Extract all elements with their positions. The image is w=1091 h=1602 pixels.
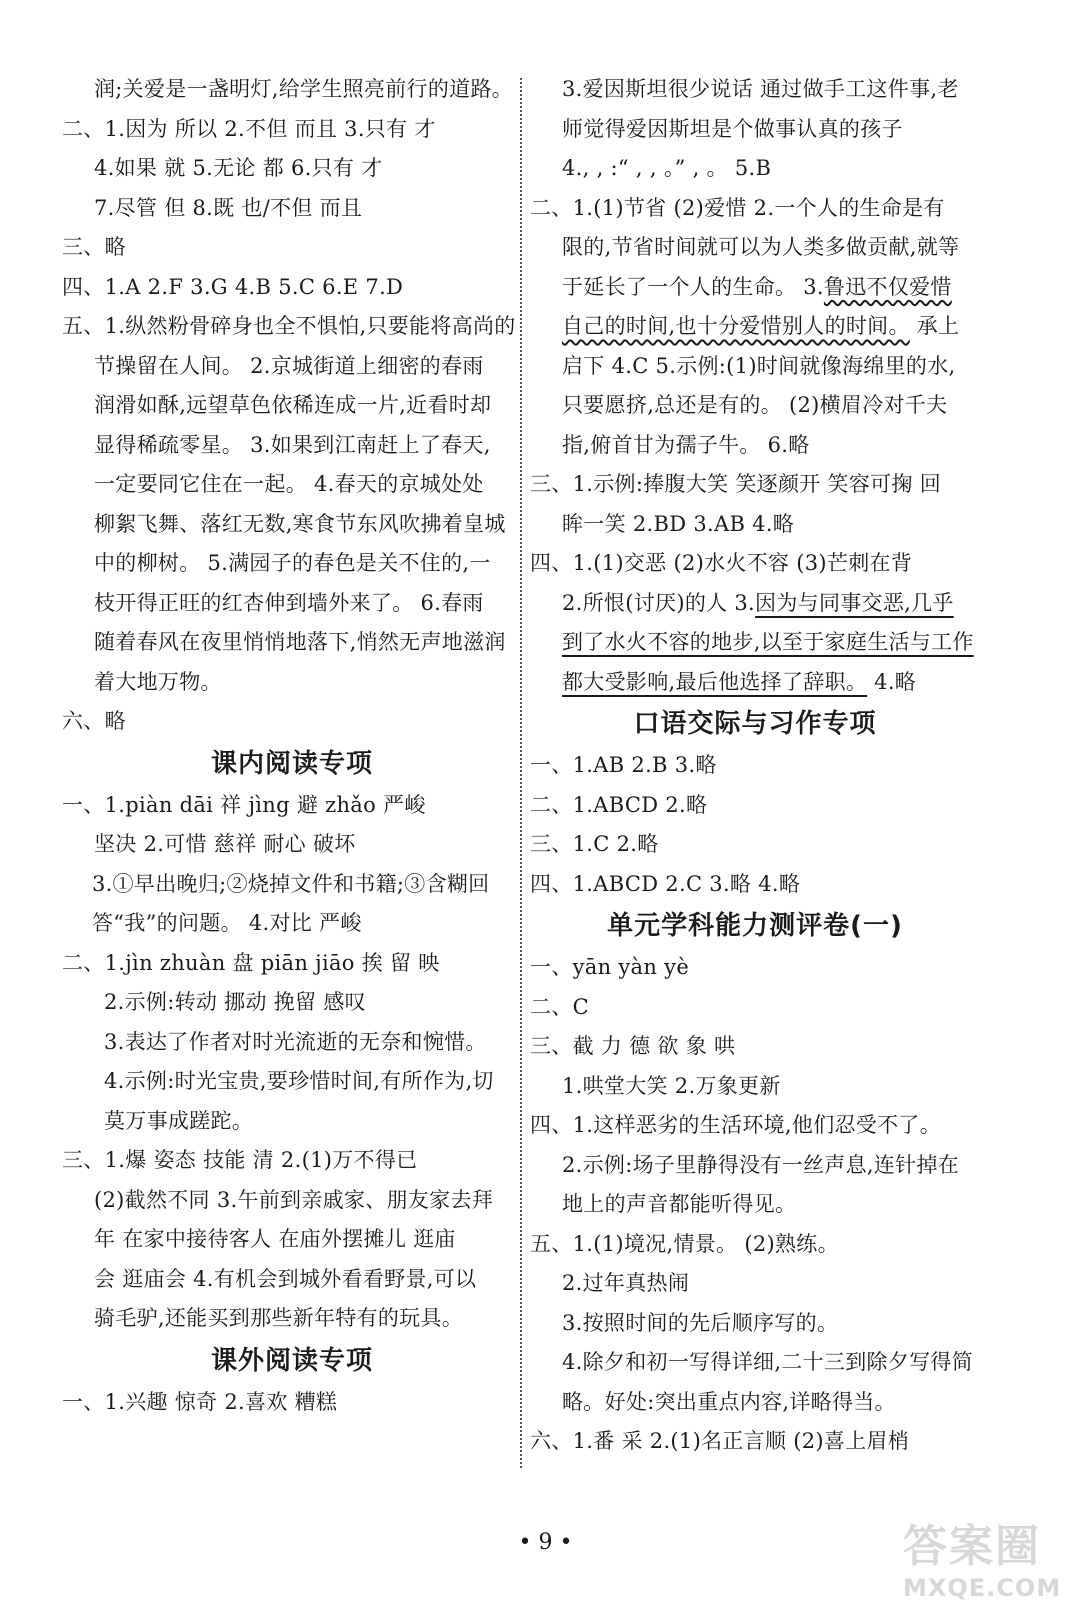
watermark-site-text: MXQE.COM: [903, 1574, 1062, 1602]
answer-line: 六、1.番 采 2.(1)名正言顺 (2)喜上眉梢: [530, 1429, 910, 1453]
answer-line: 启下 4.C 5.示例:(1)时间就像海绵里的水,: [562, 353, 956, 378]
answer-line: 着大地万物。: [94, 669, 222, 694]
answer-line: 枝开得正旺的红杏伸到墙外来了。 6.春雨: [94, 590, 484, 615]
answer-text: 承上: [909, 314, 960, 338]
answer-line: 五、1.(1)境况,情景。 (2)熟练。: [530, 1231, 839, 1256]
underlined-text: 都大受影响,最后他选择了辞职。: [562, 669, 868, 694]
answer-line: 莫万事成蹉跎。: [104, 1108, 254, 1133]
answer-line: 2.示例:场子里静得没有一丝声息,连针掉在: [562, 1152, 960, 1177]
watermark-logo: [903, 1510, 1073, 1602]
answer-line: 三、截 力 德 欲 象 哄: [530, 1034, 736, 1058]
answer-line: 3.爱因斯坦很少说话 通过做手工这件事,老: [562, 77, 959, 101]
wavy-underlined-text: 鲁迅不仅爱惜: [823, 274, 952, 299]
answer-line: 1.哄堂大笑 2.万象更新: [562, 1073, 781, 1098]
answer-line: 坚决 2.可惜 慈祥 耐心 破坏: [94, 832, 356, 856]
answer-line: 3.①早出晚归;②烧掉文件和书籍;③含糊回: [92, 871, 490, 896]
answer-line: 眸一笑 2.BD 3.AB 4.略: [562, 511, 795, 536]
answer-line: 2.过年真热闹: [562, 1271, 690, 1295]
answer-line: [530, 663, 980, 703]
answer-text: 2.所恨(讨厌)的人 3.: [562, 590, 756, 615]
answer-line: 中的柳树。 5.满园子的春色是关不住的,一: [94, 551, 491, 575]
answer-line: 四、1.这样恶劣的生活环境,他们忍受不了。: [530, 1113, 942, 1137]
answer-line: 六、略: [62, 709, 126, 733]
answer-line: 一、1.piàn dāi 祥 jìng 避 zhǎo 严峻: [62, 792, 426, 817]
answer-line: [530, 307, 980, 347]
answer-line: 略。好处:突出重点内容,详略得当。: [562, 1389, 896, 1414]
answer-line: 显得稀疏零星。 3.如果到江南赶上了春天,: [94, 432, 491, 457]
answer-line: [530, 623, 980, 663]
answer-line: 一定要同它住在一起。 4.春天的京城处处: [94, 472, 484, 496]
answer-text: 4.略: [867, 669, 917, 694]
answer-line: 师觉得爱因斯坦是个做事认真的孩子: [562, 116, 903, 141]
answer-line: 7.尽管 但 8.既 也/不但 而且: [94, 195, 363, 220]
right-column: [530, 70, 980, 1462]
answer-line: 4., , :“ , , 。” , 。 5.B: [562, 156, 772, 180]
answer-line: 节操留在人间。 2.京城街道上细密的春雨: [94, 353, 484, 378]
answer-line: [530, 268, 980, 308]
answer-line: 四、1.(1)交恶 (2)水火不容 (3)芒刺在背: [530, 551, 913, 575]
answer-line: 二、1.jìn zhuàn 盘 piān jiāo 挨 留 映: [62, 950, 440, 975]
answer-line: 只要愿挤,总还是有的。 (2)横眉冷对千夫: [562, 393, 948, 417]
answer-line: 二、1.因为 所以 2.不但 而且 3.只有 才: [62, 116, 436, 141]
answer-line: 三、1.示例:捧腹大笑 笑逐颜开 笑容可掬 回: [530, 472, 942, 496]
left-column: [62, 70, 522, 1422]
answer-line: 四、1.ABCD 2.C 3.略 4.略: [530, 871, 801, 896]
answer-line: 年 在家中接待客人 在庙外摆摊儿 逛庙: [94, 1227, 456, 1251]
answer-line: 四、1.A 2.F 3.G 4.B 5.C 6.E 7.D: [62, 274, 404, 299]
answer-line: 二、1.ABCD 2.略: [530, 792, 708, 817]
answer-line: 4.如果 就 5.无论 都 6.只有 才: [94, 156, 383, 180]
watermark-logo-text: 答案圈: [903, 1521, 1041, 1572]
answer-line: 五、1.纵然粉骨碎身也全不惧怕,只要能将高尚的: [62, 314, 516, 338]
answer-line: 随着春风在夜里悄悄地落下,悄然无声地滋润: [94, 630, 506, 654]
section-heading: 课内阅读专项: [210, 748, 373, 779]
answer-line: 一、yān yàn yè: [530, 955, 690, 979]
answer-line: 柳絮飞舞、落红无数,寒食节东风吹拂着皇城: [94, 511, 506, 536]
answer-line: 三、1.爆 姿态 技能 清 2.(1)万不得已: [62, 1148, 418, 1172]
answer-line: 地上的声音都能听得见。: [562, 1192, 797, 1216]
underlined-text: 因为与同事交恶,几乎: [755, 590, 954, 615]
answer-line: 一、1.兴趣 惊奇 2.喜欢 糟糕: [62, 1389, 338, 1414]
section-heading: 单元学科能力测评卷(一): [607, 911, 903, 941]
answer-line: 三、1.C 2.略: [530, 832, 659, 856]
answer-line: 一、1.AB 2.B 3.略: [530, 753, 717, 777]
answer-line: 骑毛驴,还能买到那些新年特有的玩具。: [94, 1306, 464, 1330]
answer-line: 二、C: [530, 994, 589, 1019]
answer-line: (2)截然不同 3.午前到亲戚家、朋友家去拜: [94, 1187, 494, 1212]
answer-line: 4.除夕和初一写得详细,二十三到除夕写得简: [562, 1350, 974, 1374]
page-number: • 9 •: [518, 1530, 573, 1555]
answer-line: 答“我”的问题。 4.对比 严峻: [92, 911, 362, 935]
section-heading: 课外阅读专项: [210, 1345, 373, 1376]
answer-line: 润;关爱是一盏明灯,给学生照亮前行的道路。: [94, 77, 514, 101]
answer-line: [530, 584, 980, 624]
answer-line: 3.表达了作者对时光流逝的无奈和惋惜。: [104, 1029, 487, 1054]
answer-line: 限的,节省时间就可以为人类多做贡献,就等: [562, 235, 960, 259]
answer-line: 指,俯首甘为孺子牛。 6.略: [562, 432, 810, 457]
answer-line: 会 逛庙会 4.有机会到城外看看野景,可以: [94, 1266, 477, 1291]
answer-line: 3.按照时间的先后顺序写的。: [562, 1310, 839, 1335]
wavy-underlined-text: 自己的时间,也十分爱惜别人的时间。: [562, 314, 910, 338]
section-heading: 口语交际与习作专项: [633, 709, 877, 739]
answer-line: 润滑如酥,远望草色依稀连成一片,近看时却: [94, 393, 492, 417]
answer-line: 4.示例:时光宝贵,要珍惜时间,有所作为,切: [104, 1069, 494, 1093]
answer-line: 二、1.(1)节省 (2)爱惜 2.一个人的生命是有: [530, 195, 945, 220]
answer-line: 2.示例:转动 挪动 挽留 感叹: [104, 990, 366, 1014]
underlined-text: 到了水火不容的地步,以至于家庭生活与工作: [562, 630, 974, 654]
answer-line: 三、略: [62, 235, 126, 259]
answer-text: 于延长了一个人的生命。 3.: [562, 274, 824, 299]
